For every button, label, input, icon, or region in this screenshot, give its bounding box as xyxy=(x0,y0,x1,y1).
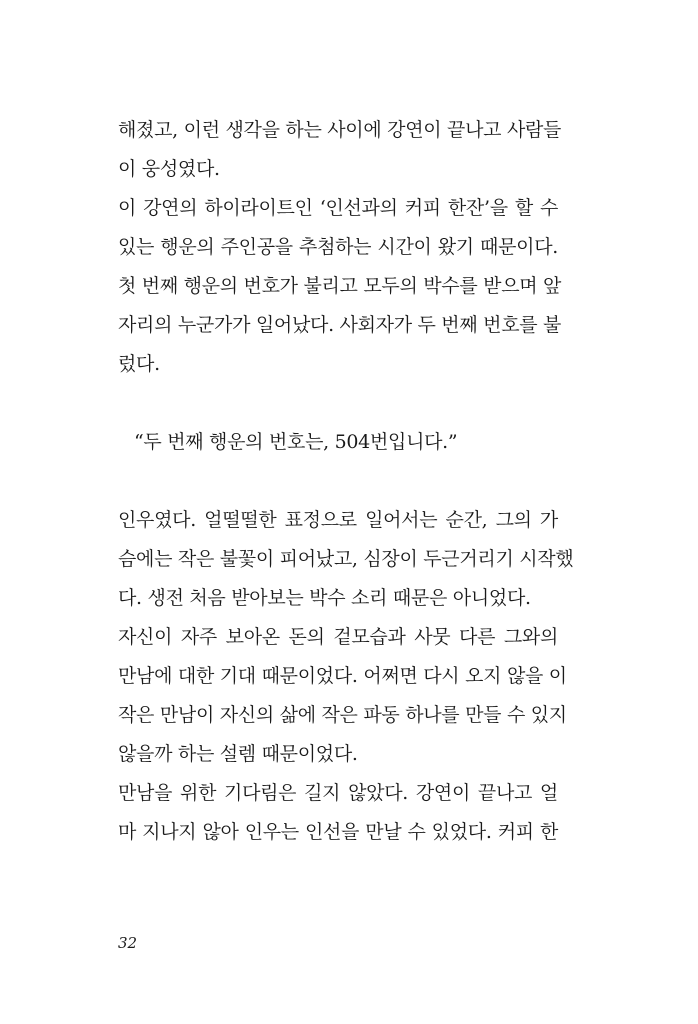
text-line: 만남을 위한 기다림은 길지 않았다. 강연이 끝나고 얼 xyxy=(118,782,558,804)
text-line: 인우였다. 얼떨떨한 표정으로 일어서는 순간, 그의 가 xyxy=(118,509,558,531)
text-line: 않을까 하는 설렘 때문이었다. xyxy=(118,743,358,765)
text-line: 자리의 누군가가 일어났다. 사회자가 두 번째 번호를 불 xyxy=(118,314,562,336)
text-line: 있는 행운의 주인공을 추첨하는 시간이 왔기 때문이다. xyxy=(118,236,558,258)
text-line: 첫 번째 행운의 번호가 불리고 모두의 박수를 받으며 앞 xyxy=(118,275,562,297)
text-line: 다. 생전 처음 받아보는 박수 소리 때문은 아니었다. xyxy=(118,587,531,609)
text-line: 렀다. xyxy=(118,353,160,375)
text-line: 작은 만남이 자신의 삶에 작은 파동 하나를 만들 수 있지 xyxy=(118,704,567,726)
text-line: 자신이 자주 보아온 돈의 겉모습과 사뭇 다른 그와의 xyxy=(118,626,558,648)
text-line: 마 지나지 않아 인우는 인선을 만날 수 있었다. 커피 한 xyxy=(118,821,558,843)
text-line: 해졌고, 이런 생각을 하는 사이에 강연이 끝나고 사람들 xyxy=(118,119,562,141)
text-line: 이 웅성였다. xyxy=(118,158,220,180)
page-number: 32 xyxy=(118,934,138,952)
quoted-dialogue: “두 번째 행운의 번호는, 504번입니다.” xyxy=(134,431,458,453)
text-line: 슴에는 작은 불꽃이 피어났고, 심장이 두근거리기 시작했 xyxy=(118,548,574,570)
text-line: 이 강연의 하이라이트인 ‘인선과의 커피 한잔’을 할 수 xyxy=(118,197,558,219)
text-line: 만남에 대한 기대 때문이었다. 어쩌면 다시 오지 않을 이 xyxy=(118,665,567,687)
